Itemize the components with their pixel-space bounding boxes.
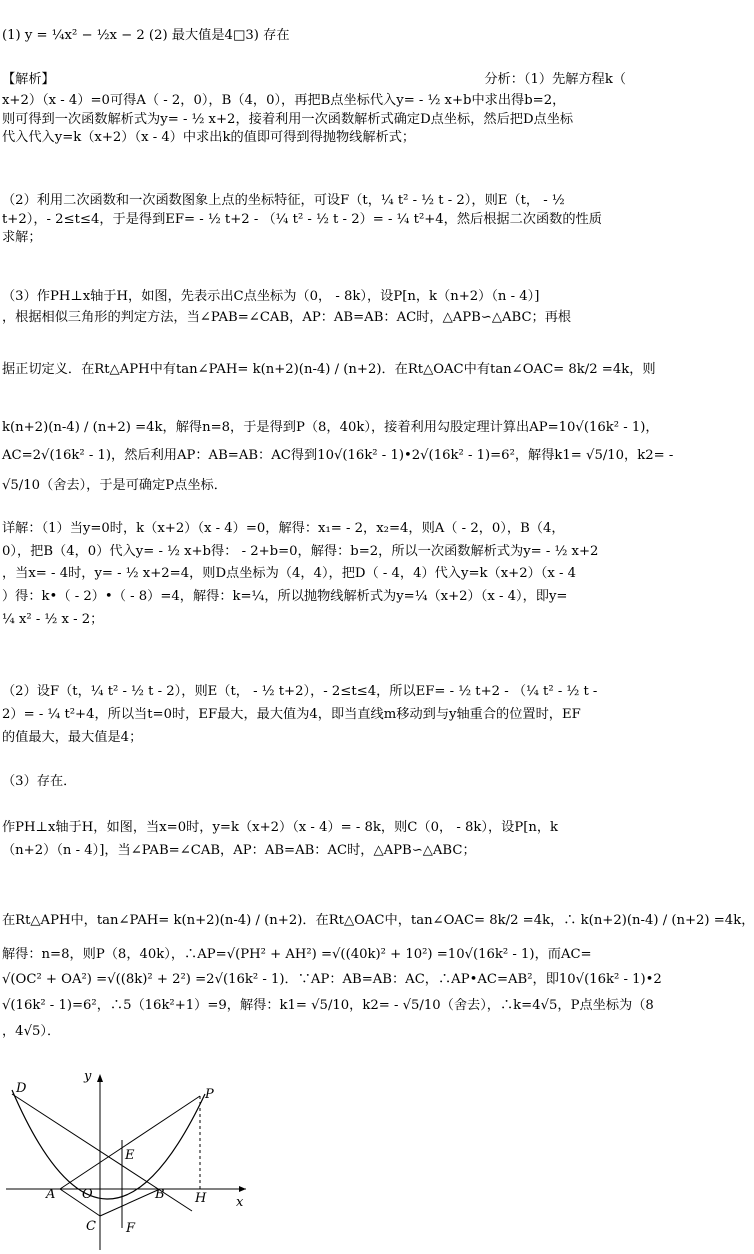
answer-line: (1) y = ¼x² − ½x − 2 (2) 最大值是4□3) 存在 bbox=[2, 28, 290, 43]
solution-line: 作PH⊥x轴于H，如图，当x=0时，y=k（x+2）（x - 4）= - 8k，则C（0， - 8k），设P[n，k bbox=[2, 820, 559, 835]
analysis-line: x+2）（x - 4）=0可得A（ - 2，0），B（4，0），再把B点坐标代入y= - ½ x+b中求出得b=2， bbox=[2, 93, 566, 108]
analysis-line: 代入代入y=k（x+2）（x - 4）中求出k的值即可得到得抛物线解析式； bbox=[2, 130, 416, 146]
analysis-paragraph-2 bbox=[2, 192, 628, 248]
analysis-line: t+2），- 2≤t≤4，于是得到EF= - ½ t+2 - （¼ t² - ½ t - 2）= - ¼ t²+4，然后根据二次函数的性质 bbox=[2, 211, 602, 227]
solution-line: √(OC² + OA²) =√((8k)² + 2²) =2√(16k² - 1)．∵AP：AB=AB：AC，∴AP•AC=AB²，即10√(16k² - 1)•2 bbox=[2, 972, 662, 988]
solution-paragraph-2 bbox=[2, 680, 628, 749]
solution-line: （2）设F（t，¼ t² - ½ t - 2），则E（t， - ½ t+2），- 2≤t≤4，所以EF= - ½ t+2 - （¼ t² - ½ t - bbox=[2, 684, 598, 699]
analysis-line: ，根据相似三角形的判定方法，当∠PAB=∠CAB，AP：AB=AB：AC时，△APB∽△ABC；再根 bbox=[2, 310, 572, 326]
label-x: x bbox=[236, 1195, 244, 1210]
solution-line: 的值最大，最大值是4； bbox=[2, 730, 143, 746]
line-db bbox=[12, 1094, 192, 1211]
analysis-line: 求解； bbox=[2, 230, 42, 246]
analysis-line: 据正切定义．在Rt△APH中有tan∠PAH= k(n+2)(n-4) / (n+2)．在Rt△OAC中有tan∠OAC= 8k/2 =4k，则 bbox=[2, 362, 656, 377]
solution-line: （3）存在． bbox=[2, 774, 77, 789]
parabola-figure bbox=[0, 1066, 260, 1254]
label-a: A bbox=[46, 1187, 56, 1202]
figure-svg bbox=[0, 1066, 260, 1254]
analysis-line: （2）利用二次函数和一次函数图象上点的坐标特征，可设F（t，¼ t² - ½ t - 2），则E（t， - ½ bbox=[2, 193, 565, 208]
label-d: D bbox=[16, 1081, 27, 1096]
y-axis-arrow bbox=[97, 1074, 103, 1082]
solution-line: ）得：k•（ - 2）•（ - 8）=4，解得：k=¼，所以抛物线解析式为y=¼（x+2）（x - 4），即y= bbox=[2, 589, 568, 605]
label-h: H bbox=[195, 1191, 207, 1206]
analysis-paragraph-3 bbox=[2, 286, 628, 328]
solution-line: 解得：n=8，则P（8，40k），∴AP=√(PH² + AH²) =√((40k)² + 10²) =10√(16k² - 1)，而AC= bbox=[2, 946, 592, 962]
label-y: y bbox=[84, 1069, 92, 1084]
label-e: E bbox=[125, 1148, 135, 1163]
analysis-line: 则可得到一次函数解析式为y= - ½ x+2，接着利用一次函数解析式确定D点坐标，然后把D点坐标 bbox=[2, 111, 574, 127]
solution-paragraph-1 bbox=[2, 518, 628, 632]
analysis-line: AC=2√(16k² - 1)，然后利用AP：AB=AB：AC得到10√(16k² - 1)•2√(16k² - 1)=6²，解得k1= √5/10，k2= - bbox=[2, 448, 674, 463]
analysis-paragraph-1 bbox=[2, 92, 628, 148]
solution-paragraph-4 bbox=[2, 816, 628, 862]
line-ac bbox=[60, 1189, 100, 1216]
label-p: P bbox=[205, 1087, 214, 1102]
solution-line: ¼ x² - ½ x - 2； bbox=[2, 611, 104, 627]
solution-line: （n+2）（n - 4）]，当∠PAB=∠CAB，AP：AB=AB：AC时，△APB∽△ABC； bbox=[2, 843, 476, 859]
solution-line: ，当x= - 4时，y= - ½ x+2=4，则D点坐标为（4，4），把D（ - 4，4）代入y=k（x+2）（x - 4 bbox=[2, 566, 577, 582]
solution-line: 2）= - ¼ t²+4，所以当t=0时，EF最大，最大值为4，即当直线m移动到与y轴重合的位置时，EF bbox=[2, 707, 581, 723]
label-o: O bbox=[82, 1187, 93, 1202]
analysis-line: √5/10（舍去），于是可确定P点坐标． bbox=[2, 478, 227, 493]
solution-line: 详解：（1）当y=0时，k（x+2）（x - 4）=0，解得：x₁= - 2，x₂=4，则A（ - 2，0），B（4， bbox=[2, 521, 565, 536]
solution-line: 在Rt△APH中，tan∠PAH= k(n+2)(n-4) / (n+2)．在Rt△OAC中，tan∠OAC= 8k/2 =4k，∴ k(n+2)(n-4) / (n+2) =4k， bbox=[2, 913, 754, 928]
fenxi-heading: 分析：（1）先解方程k（ bbox=[484, 72, 626, 87]
label-b: B bbox=[155, 1187, 165, 1202]
solution-line: 0），把B（4，0）代入y= - ½ x+b得： - 2+b=0，解得：b=2，所以一次函数解析式为y= - ½ x+2 bbox=[2, 543, 599, 559]
jiexi-label: 【解析】 bbox=[2, 72, 55, 87]
solution-line: √(16k² - 1)=6²，∴5（16k²+1）=9，解得：k1= √5/10，k2= - √5/10（舍去），∴k=4√5，P点坐标为（8 bbox=[2, 998, 654, 1014]
label-f: F bbox=[126, 1221, 136, 1236]
analysis-line: （3）作PH⊥x轴于H，如图，先表示出C点坐标为（0， - 8k），设P[n，k（n+2）（n - 4）] bbox=[2, 289, 540, 304]
parabola-curve bbox=[12, 1090, 205, 1199]
x-axis-arrow bbox=[239, 1186, 246, 1192]
label-c: C bbox=[86, 1219, 96, 1234]
solution-line: ，4√5）． bbox=[2, 1023, 61, 1039]
solution-paragraph-5 bbox=[2, 908, 754, 1045]
analysis-line: k(n+2)(n-4) / (n+2) =4k，解得n=8，于是得到P（8，40k），接着利用勾股定理计算出AP=10√(16k² - 1)， bbox=[2, 420, 659, 435]
